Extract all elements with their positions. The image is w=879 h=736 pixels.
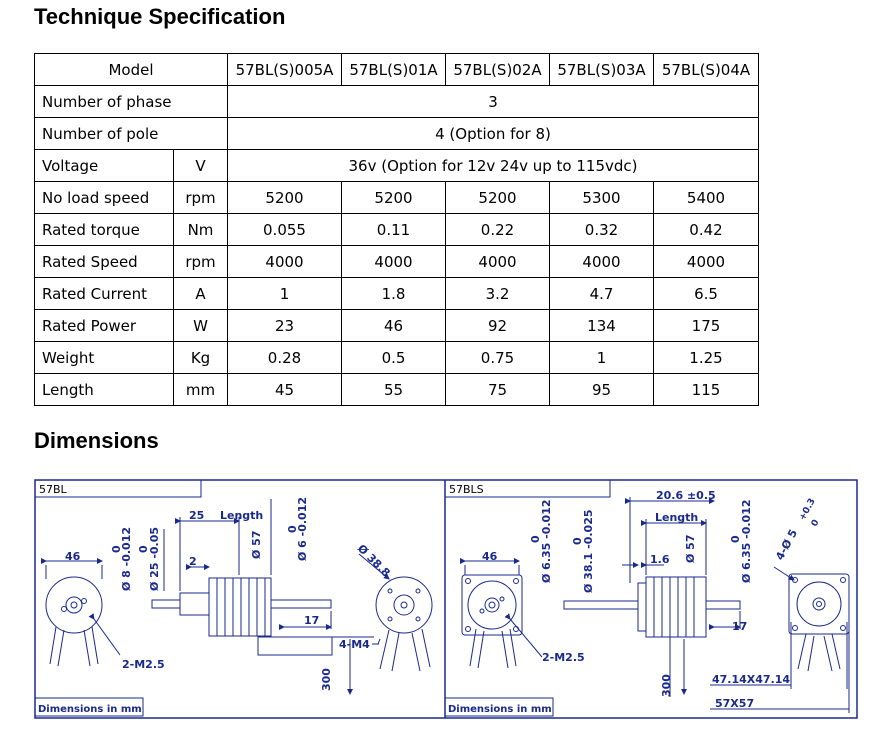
table-row (35, 118, 759, 150)
dim-lead-300-s: 300 (660, 674, 673, 697)
row-value: 3.2 (446, 278, 550, 310)
row-label: Weight (35, 342, 174, 374)
row-value: 4000 (446, 246, 550, 278)
row-value: 5400 (654, 182, 759, 214)
dim-46: 46 (65, 550, 81, 563)
row-label: Rated Speed (35, 246, 174, 278)
table-row (35, 86, 759, 118)
dim-length-s: Length (655, 511, 699, 524)
dim-46-s: 46 (482, 550, 498, 563)
spec-table (34, 53, 759, 406)
svg-text:0: 0 (571, 537, 584, 545)
svg-text:0: 0 (137, 545, 150, 553)
row-label: Rated Current (35, 278, 174, 310)
row-value: 0.11 (342, 214, 446, 246)
dim-2: 2 (189, 555, 197, 568)
row-label: Rated torque (35, 214, 174, 246)
page-title: Technique Specification (34, 4, 286, 29)
row-value: 95 (550, 374, 654, 406)
dim-shaft-6-35-b: Ø 6.35 -0.012 (740, 499, 753, 583)
svg-text:0: 0 (729, 535, 742, 543)
dim-shaft-8: Ø 8 -0.012 (120, 526, 133, 591)
svg-text:0: 0 (809, 518, 822, 529)
row-value: 46 (342, 310, 446, 342)
row-label: Length (35, 374, 174, 406)
dim-4-m4: 4-M4 (339, 638, 370, 651)
dim-lead-300: 300 (320, 668, 333, 691)
row-value: 4000 (228, 246, 342, 278)
dim-2-m2-5: 2-M2.5 (122, 658, 165, 671)
row-value: 0.42 (654, 214, 759, 246)
row-value: 5200 (342, 182, 446, 214)
dimensions-heading: Dimensions (34, 428, 159, 453)
table-row (35, 278, 759, 310)
row-value: 23 (228, 310, 342, 342)
dim-47-14: 47.14X47.14 (712, 673, 791, 686)
table-row (35, 182, 759, 214)
svg-text:0: 0 (529, 535, 542, 543)
dim-17-s: 17 (732, 620, 748, 633)
row-label: Number of phase (35, 86, 228, 118)
table-row (35, 150, 759, 182)
note-57bls: Dimensions in mm (448, 704, 552, 715)
dim-20-6: 20.6 ±0.5 (656, 489, 716, 502)
note-57bl: Dimensions in mm (38, 704, 142, 715)
dim-25: 25 (189, 509, 205, 522)
dim-17: 17 (304, 614, 320, 627)
header-model: Model (35, 54, 228, 86)
table-row (35, 214, 759, 246)
row-value: 115 (654, 374, 759, 406)
row-value: 0.28 (228, 342, 342, 374)
row-value: 4000 (342, 246, 446, 278)
row-value: 5200 (446, 182, 550, 214)
row-value: 45 (228, 374, 342, 406)
dim-holes-5: 4-Ø 5 (773, 527, 801, 563)
table-row (35, 310, 759, 342)
row-value: 1 (550, 342, 654, 374)
header-model-name: 57BL(S)01A (342, 54, 446, 86)
row-value: 92 (446, 310, 550, 342)
row-value: 4000 (654, 246, 759, 278)
dim-dia-57-s: Ø 57 (684, 534, 697, 563)
dim-1-6: 1.6 (650, 553, 670, 566)
row-value: 0.5 (342, 342, 446, 374)
svg-text:+0.3: +0.3 (797, 496, 818, 523)
row-value: 134 (550, 310, 654, 342)
row-value: 5300 (550, 182, 654, 214)
header-model-name: 57BL(S)04A (654, 54, 759, 86)
table-row (35, 246, 759, 278)
dim-2-m2-5-s: 2-M2.5 (542, 651, 585, 664)
row-value: 6.5 (654, 278, 759, 310)
row-value: 1.25 (654, 342, 759, 374)
title-57bl: 57BL (39, 483, 67, 496)
row-value: 75 (446, 374, 550, 406)
row-value: 4 (Option for 8) (228, 118, 759, 150)
dim-dia-57: Ø 57 (250, 530, 263, 559)
row-label: Rated Power (35, 310, 174, 342)
row-value: 0.055 (228, 214, 342, 246)
table-row (35, 342, 759, 374)
row-value: 4000 (550, 246, 654, 278)
row-value: 3 (228, 86, 759, 118)
dim-bc-38-8: Ø 38.8 (354, 541, 393, 580)
row-label: No load speed (35, 182, 174, 214)
dimension-drawings (34, 479, 858, 720)
row-value: 0.22 (446, 214, 550, 246)
row-unit: V (174, 150, 228, 182)
svg-text:0: 0 (286, 525, 299, 533)
row-value: 1.8 (342, 278, 446, 310)
table-row (35, 374, 759, 406)
dim-length: Length (220, 509, 264, 522)
dim-pilot-38-1: Ø 38.1 -0.025 (582, 509, 595, 593)
row-unit: Nm (174, 214, 228, 246)
row-unit: A (174, 278, 228, 310)
row-label: Number of pole (35, 118, 228, 150)
row-unit: mm (174, 374, 228, 406)
dim-57x57: 57X57 (715, 697, 755, 710)
row-value: 55 (342, 374, 446, 406)
row-unit: W (174, 310, 228, 342)
dim-shaft-6: Ø 6 -0.012 (296, 496, 309, 561)
dim-shaft-6-35: Ø 6.35 -0.012 (540, 499, 553, 583)
title-57bls: 57BLS (449, 483, 484, 496)
svg-text:0: 0 (110, 545, 123, 553)
header-model-name: 57BL(S)005A (228, 54, 342, 86)
header-model-name: 57BL(S)03A (550, 54, 654, 86)
row-value: 1 (228, 278, 342, 310)
dim-boss-25: Ø 25 -0.05 (148, 526, 161, 591)
row-value: 0.75 (446, 342, 550, 374)
row-unit: rpm (174, 182, 228, 214)
table-header-row (35, 54, 759, 86)
row-value: 175 (654, 310, 759, 342)
row-value: 0.32 (550, 214, 654, 246)
row-unit: Kg (174, 342, 228, 374)
row-value: 4.7 (550, 278, 654, 310)
row-value: 36v (Option for 12v 24v up to 115vdc) (228, 150, 759, 182)
header-model-name: 57BL(S)02A (446, 54, 550, 86)
row-value: 5200 (228, 182, 342, 214)
row-unit: rpm (174, 246, 228, 278)
row-label: Voltage (35, 150, 174, 182)
